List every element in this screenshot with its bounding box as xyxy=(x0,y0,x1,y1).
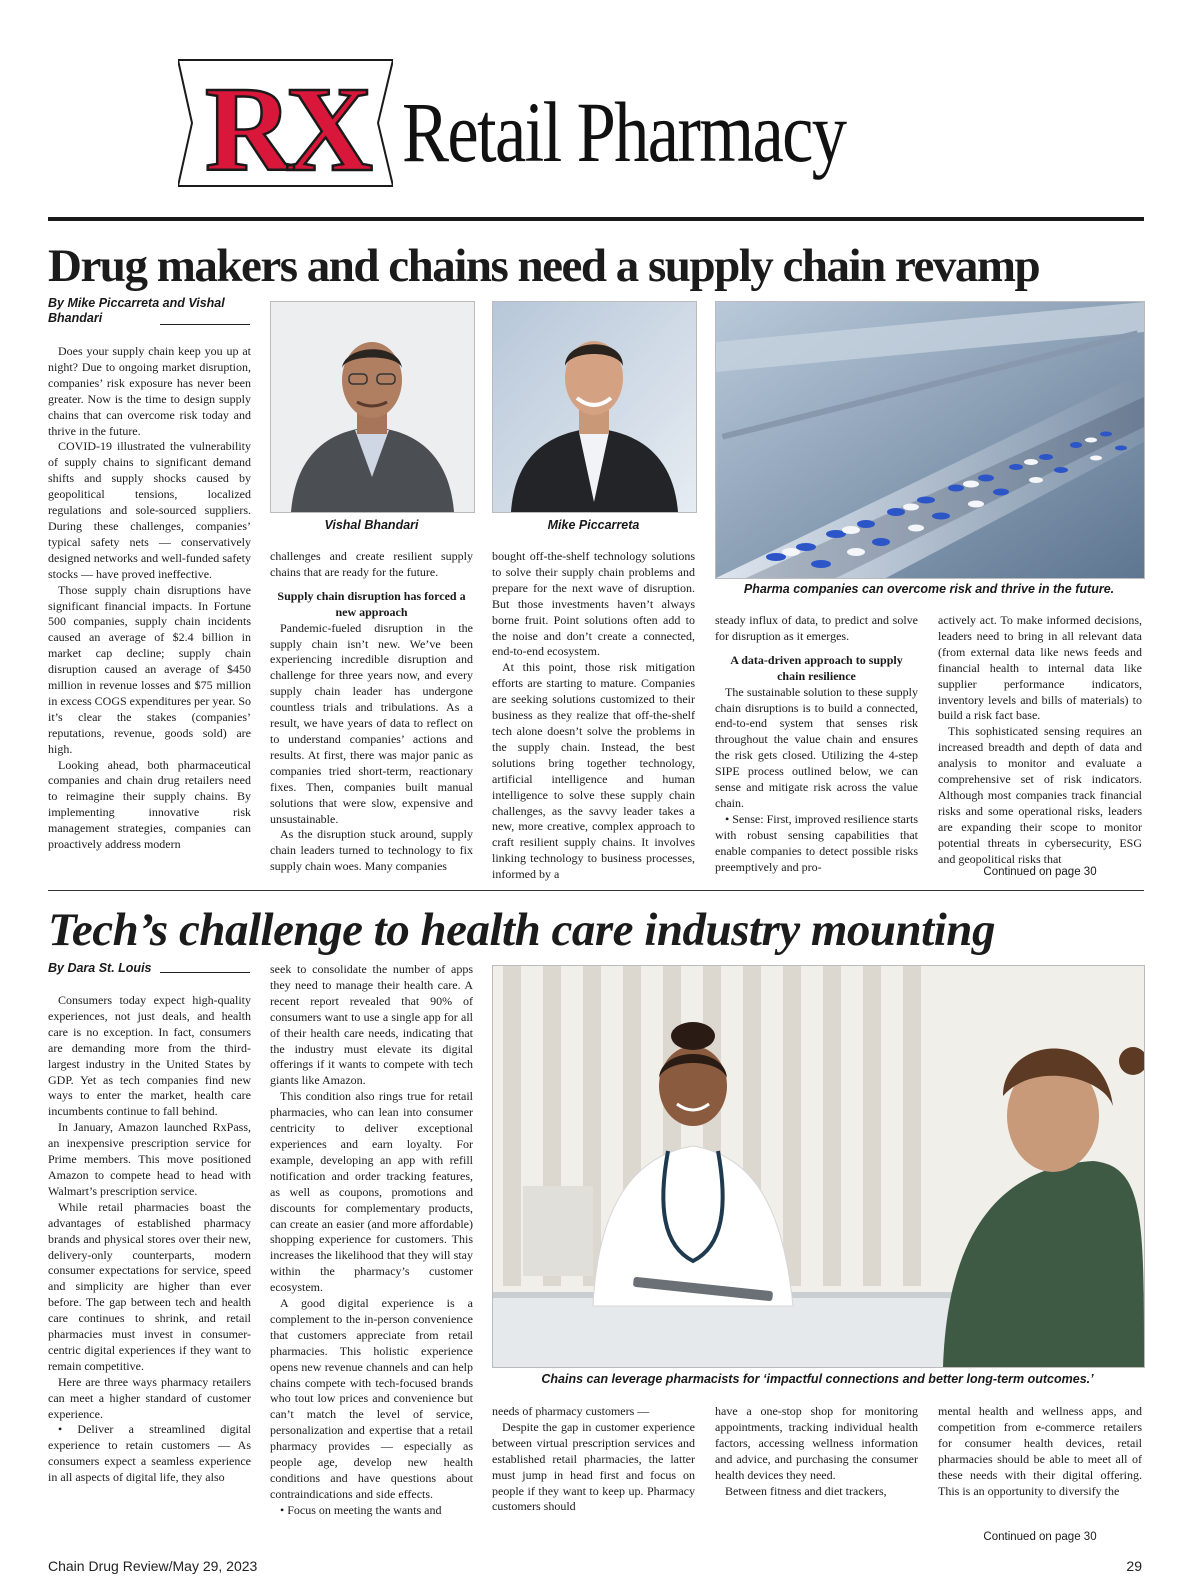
photo-pill-conveyor xyxy=(715,301,1145,579)
article2-column-5 xyxy=(938,1404,1142,1499)
paragraph: This sophisticated sensing requires an increased breadth and depth of data and analysis to monitor and evaluate a comprehensive set of risk indicators. Although most companies track financial risks and some operational risks, leaders are expanding their scope to monitor potential threats in cybersecurity, ESG and geopolitical risks that xyxy=(938,724,1142,866)
paragraph: have a one-stop shop for monitoring appointments, tracking individual health factors, accessing wellness information and advice, and purchasing the consumer health devices they need. xyxy=(715,1404,918,1482)
masthead-title: Retail Pharmacy xyxy=(402,84,846,180)
article2-headline: Tech’s challenge to health care industry mounting xyxy=(48,904,995,956)
photo-mike-piccarreta xyxy=(492,301,697,513)
paragraph: In January, Amazon launched RxPass, an inexpensive prescription service for Prime members. This move positioned Amazon to compete head to head with Walmart’s prescription service. xyxy=(48,1120,251,1198)
paragraph: challenges and create resilient supply chains that are ready for the future. xyxy=(270,549,473,579)
paragraph: This condition also rings true for retail pharmacies, who can lean into consumer centricity to deliver exceptional experiences and earn loyalty. For example, developing an app with refill notification and order tracking features, as well as coupons, promotions and discounts for complementary products, can create an easier (and more affordable) shopping experience for customers. This increases the likelihood that they will stay within the pharmacy’s customer ecosystem. xyxy=(270,1089,473,1295)
paragraph: As the disruption stuck around, supply chain leaders turned to technology to fix supply chain woes. Many companies xyxy=(270,827,473,874)
article2-column-2 xyxy=(270,962,473,1519)
paragraph: Those supply chain disruptions have significant financial impacts. In Fortune 500 companies, supply chain incidents caused an average of $2.4 billion in market cap decline; supply chain disruption caused an average of $450 million in revenue losses and $75 million in excess COGS expenditures per year. So it’s clear the stakes (companies’ reputations, revenue, goods sold) are high. xyxy=(48,582,251,756)
photo-caption-1: Vishal Bhandari xyxy=(324,518,419,532)
paragraph: Looking ahead, both pharmaceutical companies and chain drug retailers need to reimagine their supply chains. By implementing innovative risk management strategies, companies can proactively address modern xyxy=(48,757,251,852)
article2-column-4 xyxy=(715,1404,918,1499)
paragraph: Does your supply chain keep you up at night? Due to ongoing market disruption, companies’ risk exposure has never been greater. Now is the time to design supply chains that can overcome risk today and thrive in the future. xyxy=(48,344,251,438)
paragraph: A good digital experience is a complement to the in-person convenience that customers appreciate from retail pharmacies. This holistic experience opens new revenue channels and can help chains compete with tech-focused brands who tout low prices and convenience but can’t match the level of service, personalization and expertise that a retail pharmacy provides — especially as people age, develop new health conditions and have questions about contraindications and side effects. xyxy=(270,1296,473,1501)
rx-logo-mark: RX xyxy=(204,62,366,188)
paragraph: • Deliver a streamlined digital experience to retain customers — As consumers expect a seamless experience in all aspects of digital life, they also xyxy=(48,1422,251,1485)
paragraph: mental health and wellness apps, and competition from e-commerce retailers for consumer health devices, retail pharmacies should be able to meet all of these needs with their digital offering. This is an opportunity to diversify the xyxy=(938,1404,1142,1498)
rx-logo xyxy=(178,58,393,188)
article2-byline: By Dara St. Louis xyxy=(48,961,152,975)
article1-column-3 xyxy=(492,549,695,883)
paragraph: While retail pharmacies boast the advantages of established pharmacy brands and physical stores over their new, delivery-only counterparts, modern consumer expectations for service, speed and simplicity are higher than ever before. The gap between tech and health care continues to shrink, and retail pharmacies must invest in consumer-centric digital experiences if they want to remain competitive. xyxy=(48,1199,251,1373)
article1-column-4 xyxy=(715,613,918,876)
paragraph: Between fitness and diet trackers, xyxy=(725,1483,887,1498)
photo-vishal-bhandari xyxy=(270,301,475,513)
page-number: 29 xyxy=(1126,1558,1142,1574)
paragraph: Despite the gap in customer experience between virtual prescription services and established retail pharmacies, the latter must jump in head first and focus on people if they want to keep up. Pharmacy customers should xyxy=(492,1419,695,1514)
photo-caption-2: Mike Piccarreta xyxy=(547,518,640,532)
article1-column-5 xyxy=(938,613,1142,868)
paragraph: The sustainable solution to these supply chain disruptions is to build a connected, end-to-end system that senses risk throughout the value chain and ensures the risk gets closed. Utilizing the 4-step SIPE process outlined below, we can sense and mitigate risk across the value chain. xyxy=(715,684,918,810)
paragraph: actively act. To make informed decisions, leaders need to bring in all relevant data (from external data like news feeds and financial health to internal data like supplier performance indicators, inventory levels and bills of materials) to build a risk fact base. xyxy=(938,613,1142,723)
paragraph: At this point, those risk mitigation efforts are starting to mature. Companies are seeking solutions customized to their business as they realize that off-the-shelf tech alone doesn’t solve the problems in the supply chain. Instead, the best solutions bring together technology, artificial intelligence and human intelligence to solve these supply chain challenges, as the savvy leader takes a new, more creative, complex approach to craft resilient supply chains. It involves linking technology to business processes, informed by a xyxy=(492,660,695,882)
article1-column-2 xyxy=(270,549,473,875)
continued-note-2: Continued on page 30 xyxy=(983,1531,1097,1543)
byline-rule xyxy=(160,324,250,325)
section-divider xyxy=(48,890,1144,891)
article1-byline: By Mike Piccarreta and Vishal Bhandari xyxy=(48,296,225,325)
continued-note-1: Continued on page 30 xyxy=(983,866,1097,878)
photo-pharmacist-consultation xyxy=(492,965,1145,1368)
paragraph: needs of pharmacy customers — xyxy=(492,1404,650,1418)
subheading: A data-driven approach to supply chain resilience xyxy=(730,652,903,683)
article2-column-1 xyxy=(48,993,251,1486)
footer-publication: Chain Drug Review/May 29, 2023 xyxy=(48,1558,258,1574)
paragraph: bought off-the-shelf technology solutions to solve their supply chain problems and prepare for the next wave of disruption. But those investments haven’t always borne fruit. Point solutions often add to the noise and don’t create a connected, end-to-end ecosystem. xyxy=(492,549,695,659)
subheading: Supply chain disruption has forced a new approach xyxy=(277,588,466,619)
article1-headline: Drug makers and chains need a supply chain revamp xyxy=(48,240,1040,292)
paragraph: COVID-19 illustrated the vulnerability of supply chains to significant demand shifts and supply shocks caused by geopolitical tensions, localized regulations and sole-sourced suppliers. During these challenges, companies’ typical safety nets — conservatively designed networks and well-funded safety stocks — have proved ineffective. xyxy=(48,439,251,581)
paragraph: • Focus on meeting the wants and xyxy=(280,1502,442,1517)
paragraph: steady influx of data, to predict and solve for disruption as it emerges. xyxy=(715,613,918,643)
photo-caption-3: Pharma companies can overcome risk and thrive in the future. xyxy=(743,582,1115,596)
masthead-rule xyxy=(48,217,1144,221)
byline-rule xyxy=(160,972,250,973)
paragraph: Pandemic-fueled disruption in the supply chain isn’t new. We’ve been experiencing incredible disruption and challenge for three years now, and every supply chain leader has undergone countless trials and tribulations. As a result, we have years of data to reflect on to understand companies’ actions and results. At first, there was major panic as companies tried short-term, reactionary fixes. Then, companies built manual solutions that were slow, expensive and unsustainable. xyxy=(270,620,473,826)
article2-column-3 xyxy=(492,1404,695,1515)
paragraph: Consumers today expect high-quality experiences, not just deals, and health care is no exception. In fact, consumers are demanding more from the third-largest industry in the United States by GDP. Yet as tech companies find new ways to enter the market, health care incumbents continue to fall behind. xyxy=(48,993,251,1119)
paragraph: • Sense: First, improved resilience starts with robust sensing capabilities that enable companies to detect possible risks preemptively and pro- xyxy=(715,811,918,874)
photo-caption-4: Chains can leverage pharmacists for ‘impactful connections and better long-term outcomes.’ xyxy=(541,1372,1094,1386)
article1-column-1 xyxy=(48,344,251,853)
paragraph: Here are three ways pharmacy retailers can meet a higher standard of customer experience. xyxy=(48,1374,251,1421)
paragraph: seek to consolidate the number of apps they need to manage their health care. A recent report revealed that 90% of consumers want to use a single app for all of their health care needs, indicating that the industry must elevate its digital offerings if it wants to compete with tech giants like Amazon. xyxy=(270,962,473,1088)
